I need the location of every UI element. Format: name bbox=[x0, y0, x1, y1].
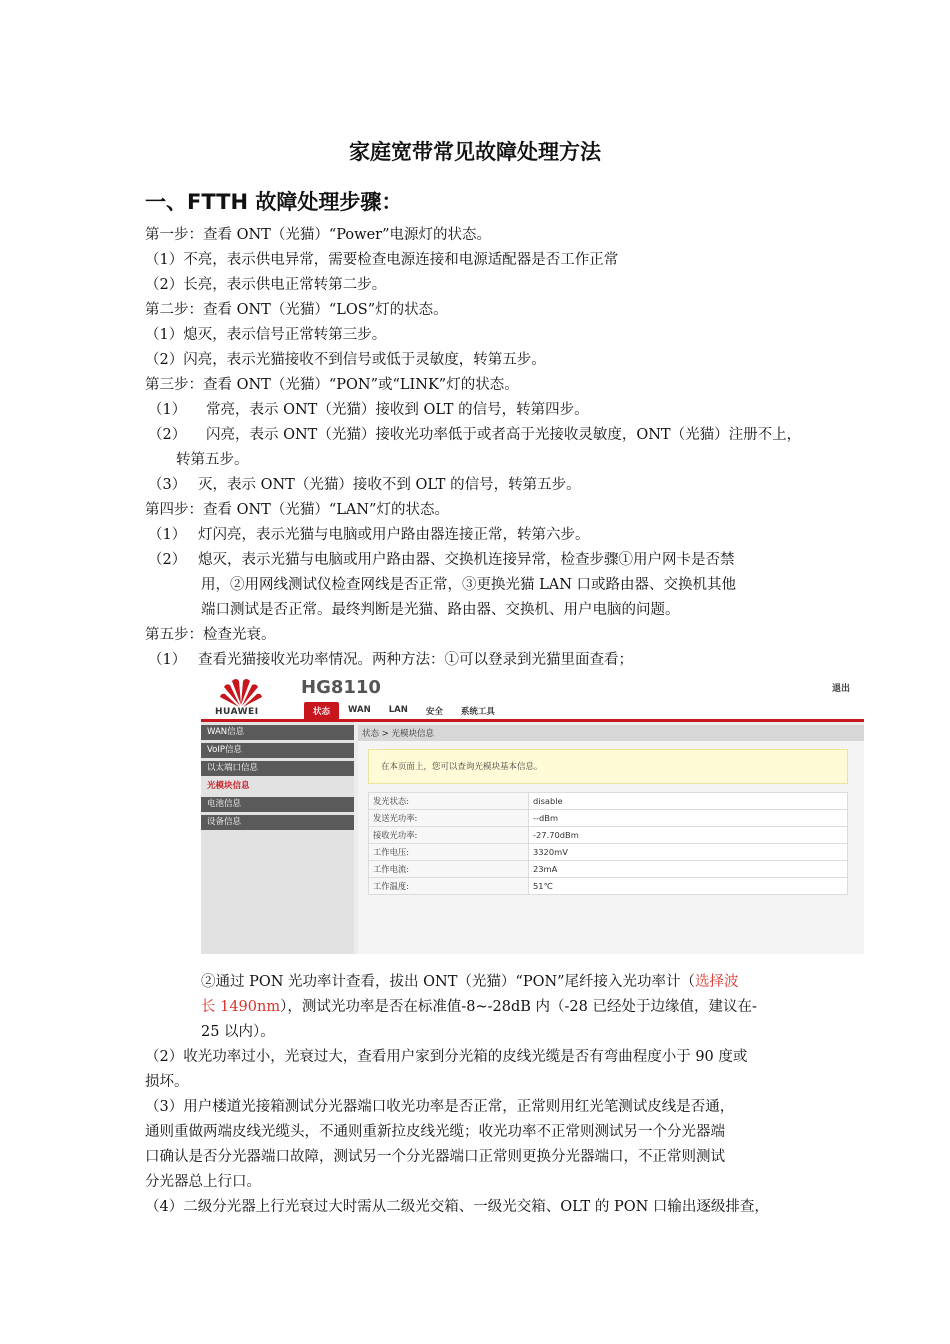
table-row bbox=[369, 827, 848, 844]
item-text: 闪亮，表示 ONT（光猫）接收光功率低于或者高于光接收灵敏度，ONT（光猫）注册不上， bbox=[206, 427, 802, 443]
tab-wan[interactable]: WAN bbox=[348, 705, 371, 715]
breadcrumb-bar bbox=[358, 725, 864, 741]
item-text: 常亮，表示 ONT（光猫）接收到 OLT 的信号，转第四步。 bbox=[206, 402, 589, 418]
table-row bbox=[369, 793, 848, 810]
table-row bbox=[369, 861, 848, 878]
step-2: 第二步：查看 ONT（光猫）“LOS”灯的状态。 bbox=[145, 302, 448, 318]
sidebar-item-device-info[interactable]: 设备信息 bbox=[201, 815, 354, 830]
tab-security[interactable]: 安全 bbox=[425, 707, 443, 717]
step-2-item-1: （1）熄灭，表示信号正常转第三步。 bbox=[145, 327, 387, 343]
router-tabs bbox=[304, 702, 504, 719]
breadcrumb: 状态 > 光模块信息 bbox=[362, 729, 435, 739]
step-3-item-3 bbox=[148, 473, 581, 498]
para-3-line-2: 通则重做两端皮线光缆头，不通则重新拉皮线光缆；收光功率不正常则测试另一个分光器端 bbox=[145, 1124, 725, 1140]
step-5-item-1 bbox=[148, 648, 633, 673]
sidebar-item-ethernet-info[interactable]: 以太端口信息 bbox=[201, 761, 354, 776]
row-value: disable bbox=[529, 793, 848, 810]
row-label: 工作电压: bbox=[369, 844, 529, 861]
step-3-item-2-cont: 转第五步。 bbox=[176, 452, 249, 468]
router-header bbox=[201, 673, 864, 719]
router-screenshot bbox=[201, 673, 864, 954]
row-label: 发送光功率: bbox=[369, 810, 529, 827]
section-heading: 一、FTTH 故障处理步骤： bbox=[145, 190, 403, 214]
table-row bbox=[369, 844, 848, 861]
router-content bbox=[358, 741, 864, 954]
step-4-item-2-cont-1: 用，②用网线测试仪检查网线是否正常，③更换光猫 LAN 口或路由器、交换机其他 bbox=[201, 577, 737, 593]
item-number: （2） bbox=[148, 552, 187, 568]
wavelength-note-cont: 长 1490nm bbox=[201, 999, 281, 1015]
row-value: 23mA bbox=[529, 861, 848, 878]
method-2-text: ②通过 PON 光功率计查看，拔出 ONT（光猫）“PON”尾纤接入光功率计（ bbox=[201, 974, 696, 990]
method-2-line-2 bbox=[201, 995, 757, 1020]
method-2-line-1 bbox=[201, 970, 739, 995]
table-row bbox=[369, 810, 848, 827]
row-value: --dBm bbox=[529, 810, 848, 827]
sidebar-item-wan-info[interactable]: WAN信息 bbox=[201, 725, 354, 740]
item-text: 灭，表示 ONT（光猫）接收不到 OLT 的信号，转第五步。 bbox=[198, 477, 581, 493]
item-number: （1） bbox=[148, 652, 187, 668]
document-title: 家庭宽带常见故障处理方法 bbox=[349, 140, 601, 164]
row-value: 3320mV bbox=[529, 844, 848, 861]
step-4-item-2 bbox=[148, 548, 735, 573]
method-2-text-cont: ），测试光功率是否在标准值-8~-28dB 内（-28 已经处于边缘值，建议在- bbox=[280, 999, 757, 1015]
table-row bbox=[369, 878, 848, 895]
method-2-line-3: 25 以内）。 bbox=[201, 1024, 275, 1040]
item-number: （1） bbox=[148, 402, 187, 418]
row-label: 接收光功率: bbox=[369, 827, 529, 844]
router-model: HG8110 bbox=[301, 677, 381, 698]
para-3-line-3: 口确认是否分光器端口故障，测试另一个分光器端口正常则更换分光器端口，不正常则测试 bbox=[145, 1149, 725, 1165]
item-text: 熄灭，表示光猫与电脑或用户路由器、交换机连接异常，检查步骤①用户网卡是否禁 bbox=[198, 552, 735, 568]
step-5: 第五步：检查光衰。 bbox=[145, 627, 276, 643]
para-2-line-2: 损坏。 bbox=[145, 1074, 189, 1090]
row-value: -27.70dBm bbox=[529, 827, 848, 844]
step-3-item-2 bbox=[148, 423, 801, 448]
para-3-line-1: （3）用户楼道光接箱测试分光器端口收光功率是否正常，正常则用红光笔测试皮线是否通， bbox=[145, 1099, 735, 1115]
sidebar-item-battery-info[interactable]: 电池信息 bbox=[201, 797, 354, 812]
row-label: 工作温度: bbox=[369, 878, 529, 895]
step-4-item-1 bbox=[148, 523, 590, 548]
step-2-item-2: （2）闪亮，表示光猫接收不到信号或低于灵敏度，转第五步。 bbox=[145, 352, 546, 368]
step-1-item-1: （1）不亮，表示供电异常，需要检查电源连接和电源适配器是否工作正常 bbox=[145, 252, 619, 268]
row-label: 工作电流: bbox=[369, 861, 529, 878]
item-number: （3） bbox=[148, 477, 187, 493]
row-value: 51℃ bbox=[529, 878, 848, 895]
para-3-line-4: 分光器总上行口。 bbox=[145, 1174, 261, 1190]
step-4: 第四步：查看 ONT（光猫）“LAN”灯的状态。 bbox=[145, 502, 449, 518]
sidebar-item-voip-info[interactable]: VoIP信息 bbox=[201, 743, 354, 758]
optical-info-table bbox=[368, 792, 848, 895]
item-text: 查看光猫接收光功率情况。两种方法：①可以登录到光猫里面查看； bbox=[198, 652, 633, 668]
sidebar-item-optical-info[interactable]: 光模块信息 bbox=[201, 779, 354, 794]
tab-lan[interactable]: LAN bbox=[388, 705, 408, 715]
item-text: 灯闪亮，表示光猫与电脑或用户路由器连接正常，转第六步。 bbox=[198, 527, 590, 543]
router-sidebar bbox=[201, 722, 354, 954]
wavelength-note: 选择波 bbox=[695, 974, 739, 990]
step-1-item-2: （2）长亮，表示供电正常转第二步。 bbox=[145, 277, 387, 293]
router-brand: HUAWEI bbox=[215, 707, 259, 717]
row-label: 发光状态: bbox=[369, 793, 529, 810]
logout-link[interactable]: 退出 bbox=[831, 684, 850, 694]
tab-system-tools[interactable]: 系统工具 bbox=[460, 707, 495, 717]
step-4-item-2-cont-2: 端口测试是否正常。最终判断是光猫、路由器、交换机、用户电脑的问题。 bbox=[201, 602, 680, 618]
para-4-line-1: （4）二级分光器上行光衰过大时需从二级光交箱、一级光交箱、OLT 的 PON 口输出逐级排查， bbox=[145, 1199, 769, 1215]
step-3-item-1 bbox=[148, 398, 589, 423]
info-notice: 在本页面上，您可以查询光模块基本信息。 bbox=[368, 749, 848, 784]
para-2-line-1: （2）收光功率过小，光衰过大，查看用户家到分光箱的皮线光缆是否有弯曲程度小于 90 度或 bbox=[145, 1049, 748, 1065]
item-number: （1） bbox=[148, 527, 187, 543]
tab-status[interactable]: 状态 bbox=[304, 702, 339, 719]
step-3: 第三步：查看 ONT（光猫）“PON”或“LINK”灯的状态。 bbox=[145, 377, 519, 393]
item-number: （2） bbox=[148, 427, 187, 443]
step-1: 第一步：查看 ONT（光猫）“Power”电源灯的状态。 bbox=[145, 227, 492, 243]
